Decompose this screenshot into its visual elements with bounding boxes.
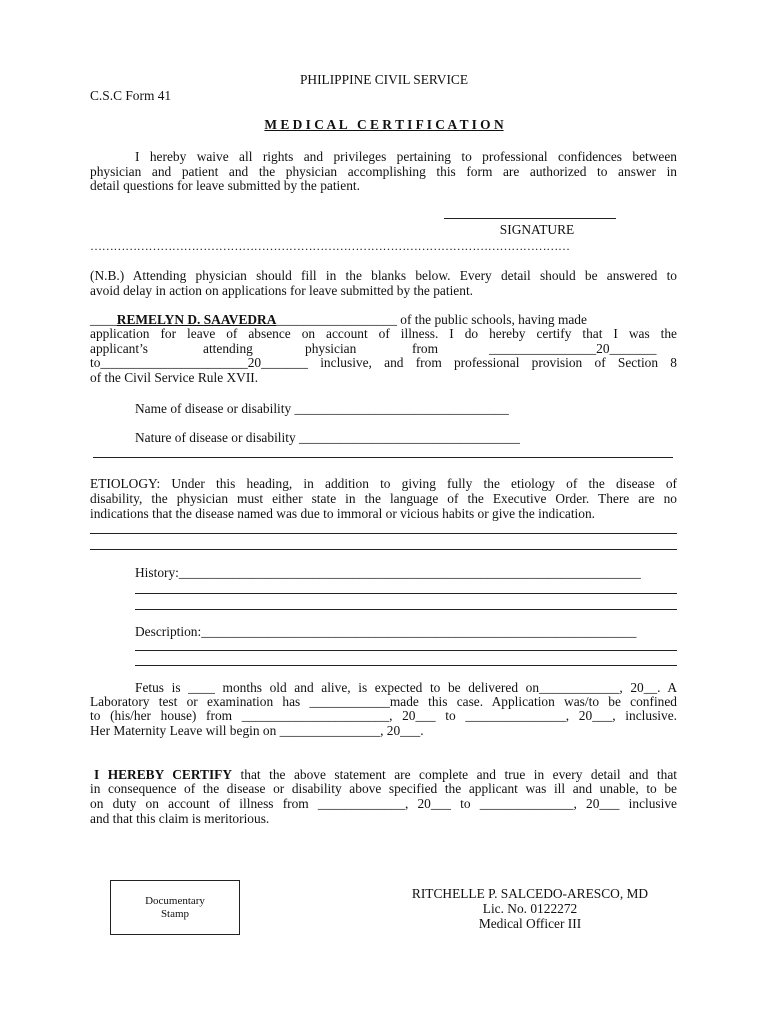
description-line-2[interactable] (135, 650, 677, 651)
maternity-line-4: Her Maternity Leave will begin on _______________, 20___. (90, 723, 424, 738)
history-line-3[interactable] (135, 609, 677, 610)
etiology-line-3: indications that the disease named was due to immoral or vicious habits or give the indication. (90, 506, 596, 521)
lead-blank[interactable]: ____ (90, 312, 117, 327)
documentary-stamp-box (110, 880, 240, 935)
certify-lead: I HEREBY CERTIFY (94, 767, 233, 782)
physician-name: RITCHELLE P. SALCEDO-ARESCO, MD (411, 886, 649, 901)
etiology-answer-line-2[interactable] (90, 549, 677, 550)
certify-line-4: to______________________20_______ inclusive, and from professional provision of Section 8 (90, 355, 677, 370)
form-title: M E D I C A L C E R T I F I C A T I O N (264, 117, 504, 132)
signature-label: SIGNATURE (499, 222, 575, 237)
certify-line-2: application for leave of absence on account of illness. I do hereby certify that I was the (90, 326, 677, 341)
certify-line-3-physician: physician (305, 341, 357, 356)
waiver-line-3: detail questions for leave submitted by the patient. (90, 178, 360, 193)
disease-nature-field[interactable]: Nature of disease or disability _________________________________ (135, 430, 520, 445)
dotted-separator: …………………………………………………………………………………………………………… (90, 239, 570, 253)
final-line-3: on duty on account of illness from _____________, 20___ to ______________, 20___ inclusive (90, 796, 677, 811)
stamp-label-1: Documentary (145, 894, 205, 907)
description-field[interactable]: Description:_________________________________________________________________ (135, 625, 637, 639)
note-line-1: (N.B.) Attending physician should fill in the blanks below. Every detail should be answered to (90, 268, 677, 283)
maternity-line-3: to (his/her house) from ______________________, 20___ to _______________, 20___, inclusive. (90, 708, 677, 723)
etiology-line-2: disability, the physician must either state in the language of the Executive Order. There are no (90, 491, 677, 506)
etiology-answer-line-1[interactable] (90, 533, 677, 534)
note-line-2: avoid delay in action on applications for leave submitted by the patient. (90, 283, 474, 298)
physician-position: Medical Officer III (478, 916, 582, 931)
certify-line-5: of the Civil Service Rule XVII. (90, 370, 259, 385)
disease-nature-line[interactable] (93, 457, 673, 458)
patient-name: REMELYN D. SAAVEDRA (116, 312, 277, 327)
maternity-line-1: Fetus is ____ months old and alive, is expected to be delivered on____________, 20__. A (135, 680, 677, 695)
certify-line-3-attending: attending (203, 341, 253, 356)
final-line-2: in consequence of the disease or disability above specified the applicant was ill and unable, to be (90, 781, 677, 796)
etiology-line-1: ETIOLOGY: Under this heading, in addition to giving fully the etiology of the disease of (90, 476, 677, 491)
certify-line-3-from: from (412, 341, 439, 356)
history-field[interactable]: History:_____________________________________________________________________ (135, 566, 641, 580)
final-line-4: and that this claim is meritorious. (90, 811, 270, 826)
disease-name-field[interactable]: Name of disease or disability ________________________________ (135, 401, 509, 416)
description-line-3[interactable] (135, 665, 677, 666)
form-number: C.S.C Form 41 (90, 88, 172, 103)
certify-line-3-applicant: applicant’s (90, 341, 149, 356)
certify-line-1-rest: __________________ of the public schools, having made (276, 312, 587, 327)
agency-heading: PHILIPPINE CIVIL SERVICE (299, 72, 469, 87)
waiver-line-2: physician and patient and the physician accomplishing this form are authorized to answer in (90, 164, 677, 179)
from-date-blank[interactable]: ________________20_______ (489, 341, 657, 356)
maternity-line-2: Laboratory test or examination has ____________made this case. Application was/to be confined (90, 694, 677, 709)
history-line-2[interactable] (135, 593, 677, 594)
signature-line[interactable] (444, 218, 616, 219)
physician-license: Lic. No. 0122272 (482, 901, 578, 916)
final-line-1-rest: that the above statement are complete and true in every detail and that (240, 767, 678, 782)
stamp-label-2: Stamp (160, 907, 190, 920)
waiver-line-1: I hereby waive all rights and privileges pertaining to professional confidences between (135, 149, 677, 164)
